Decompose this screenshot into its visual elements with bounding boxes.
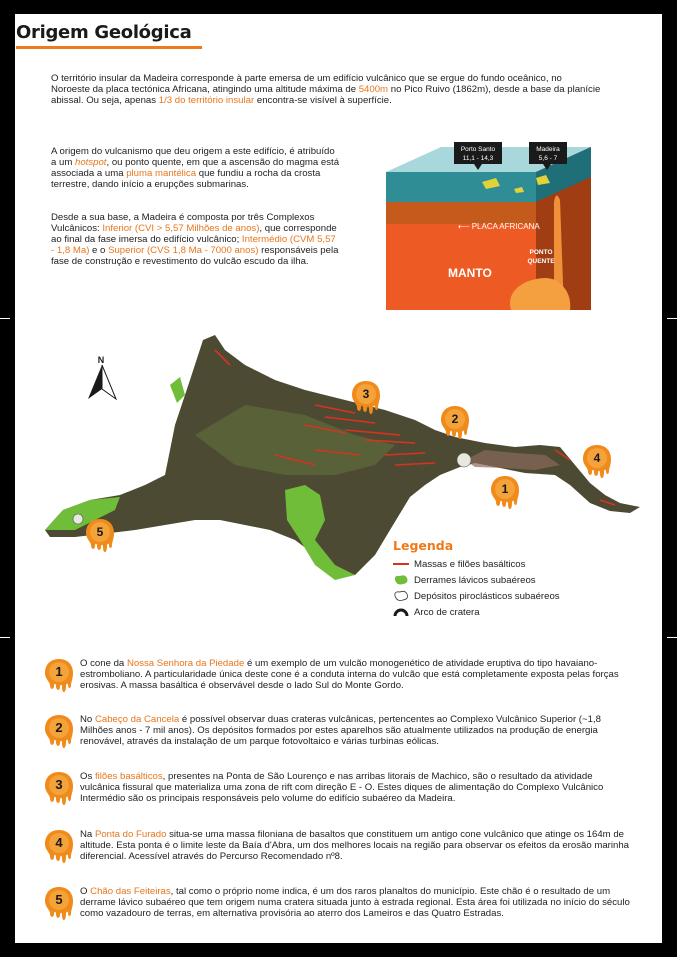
crop-mark — [667, 637, 677, 638]
white-blob-icon — [393, 590, 409, 602]
legend-label: Arco de cratera — [414, 606, 480, 618]
manto-label: MANTO — [448, 266, 492, 280]
badge-number: 5 — [55, 892, 63, 907]
madeira-age: 5,6 - 7 — [538, 155, 558, 162]
site-name: Cabeço da Cancela — [94, 714, 180, 725]
page-title: Origem Geológica — [16, 22, 192, 43]
highlight: 1/3 do território insular — [158, 95, 255, 106]
legend-item — [393, 588, 633, 604]
marker-number: 2 — [451, 412, 459, 426]
marker-number: 1 — [501, 482, 509, 496]
site-name: filões basálticos — [94, 771, 163, 782]
crop-mark — [0, 318, 10, 319]
hotspot-block-diagram — [386, 142, 591, 310]
number-badge — [44, 658, 74, 696]
intro-paragraph: O território insular da Madeira corresponde à parte emersa de um edifício vulcânico que se ergue do fundo oceânico, no Noroeste da placa tectónica Africana, atingindo uma altitude máxima de 5400m no Pico Ruivo (1862m), desde a base da planície abissal. Ou seja, apenas 1/3 do território insular encontra-se visível à superfície. — [51, 73, 601, 106]
marker-number: 3 — [362, 387, 370, 401]
site-name: Chão das Feiteiras — [90, 886, 171, 897]
green-blob-icon — [393, 574, 409, 586]
map-marker-5 — [86, 519, 114, 552]
marker-number: 5 — [96, 525, 104, 539]
crust-layer — [386, 202, 536, 224]
north-arrow — [88, 355, 116, 399]
placa-africana-label: ⟵ PLACA AFRICANA — [458, 222, 540, 231]
number-badge — [44, 714, 74, 752]
legend-label: Derrames lávicos subaéreos — [414, 574, 536, 586]
highlight: 5400m — [358, 84, 389, 95]
legend-label: Massas e filões basálticos — [414, 558, 526, 570]
badge-number: 4 — [55, 835, 63, 850]
badge-number: 1 — [55, 664, 63, 679]
north-label: N — [97, 355, 105, 365]
site-description: O cone da Nossa Senhora da Piedade é um exemplo de um vulcão monogenético de atividade eruptiva do tipo havaiano-estromboliano. A particularidade única deste cone é a conduta interna do vulcão que está completamente exposta pelas forças erosivas. A massa basáltica é observável desde o lado Sul do Monte Gordo. — [80, 658, 619, 691]
legend-item — [393, 572, 633, 588]
map-marker-1 — [491, 476, 519, 509]
map-marker-4 — [583, 445, 611, 478]
madeira-label: Madeira — [536, 146, 560, 153]
site-name: Ponta do Furado — [94, 829, 167, 840]
number-badge — [44, 771, 74, 809]
origin-paragraph: A origem do vulcanismo que deu origem a este edifício, é atribuído a um hotspot, ou ponto quente, em que a ascensão do magma está associada a uma pluma mantélica que fundiu a rocha da crosta terrestre, dando início a erupções submarinas. — [51, 146, 340, 190]
number-badge — [44, 886, 74, 924]
crater-arc-icon — [393, 606, 409, 618]
red-line-icon — [393, 558, 409, 570]
highlight: hotspot — [75, 157, 107, 168]
highlight: Intermédio (CVM 5,57 - 1,8 Ma) — [51, 234, 336, 256]
lava-flow-north — [170, 377, 185, 403]
ponto-quente-label: QUENTE — [527, 258, 555, 265]
legend-title: Legenda — [393, 538, 454, 553]
highlight: Inferior (CVI > 5,57 Milhões de anos) — [102, 223, 260, 234]
legend-item — [393, 556, 633, 572]
crop-mark — [0, 637, 10, 638]
crop-mark — [667, 318, 677, 319]
site-description: Na Ponta do Furado situa-se uma massa filoniana de basaltos que constituem um antigo cone vulcânico que atinge os 164m de altitude. Esta ponta é o limite leste da Baía d'Abra, um dos melhores locais na região para observar os efeitos da erosão marinha diferencial. Acessível através do Percurso Recomendado nº8. — [80, 829, 629, 862]
porto-santo-label: Porto Santo — [460, 146, 496, 153]
complexes-paragraph: Desde a sua base, a Madeira é composta por três Complexos Vulcânicos: Inferior (CVI > 5,57 Milhões de anos), que corresponde ao final da fase imersa do edifício vulcânico; Intermédio (CVM 5,57 - 1,8 Ma) e o Superior (CVS 1,8 Ma - 7000 anos) responsáveis pela fase de construção e revestimento do vulcão escudo da ilha. — [51, 212, 339, 267]
number-badge — [44, 829, 74, 867]
site-name: Nossa Senhora da Piedade — [126, 658, 245, 669]
badge-number: 2 — [55, 720, 63, 735]
legend-label: Depósitos piroclásticos subaéreos — [414, 590, 560, 602]
pyroclastic-deposit — [73, 514, 83, 524]
marker-number: 4 — [593, 451, 601, 465]
badge-number: 3 — [55, 777, 63, 792]
site-description: No Cabeço da Cancela é possível observar duas crateras vulcânicas, pertencentes ao Complexo Vulcânico Superior (~1,8 Milhões anos - 7 mil anos). Os depósitos formados por estes aparelhos são atualmente utilizados na produção de energia renovável, através da instalação de um parque fotovoltaico e várias turbinas eólicas. — [80, 714, 601, 747]
title-underline — [16, 46, 202, 49]
ponto-quente-label: PONTO — [529, 249, 553, 256]
pyroclastic-deposit — [457, 453, 471, 467]
porto-santo-age: 11,1 - 14,3 — [462, 155, 494, 162]
legend-item — [393, 604, 633, 620]
site-description: Os filões basálticos, presentes na Ponta de São Lourenço e nas arribas litorais de Machico, são o resultado da atividade vulcânica fissural que materializa uma zona de rift com direção E - O. Estes diques de alimentação do Complexo Vulcânico Intermédio são os principais responsáveis pelo volume do edifício subaéreo da Madeira. — [80, 771, 604, 804]
map-legend — [393, 538, 633, 620]
ocean-layer — [386, 172, 536, 202]
highlight: Superior (CVS 1,8 Ma - 7000 anos) — [108, 245, 259, 256]
highlight: pluma mantélica — [126, 168, 197, 179]
site-description: O Chão das Feiteiras, tal como o próprio nome indica, é um dos raros planaltos do município. Este chão é o resultado de um derrame lávico subaéreo que tem origem numa cratera situada junto à estrada regional. Esta área foi utilizada no início do século como vazadouro de terras, em alternativa provisória ao aterro dos Lameiros e das Quatro Estradas. — [80, 886, 630, 919]
